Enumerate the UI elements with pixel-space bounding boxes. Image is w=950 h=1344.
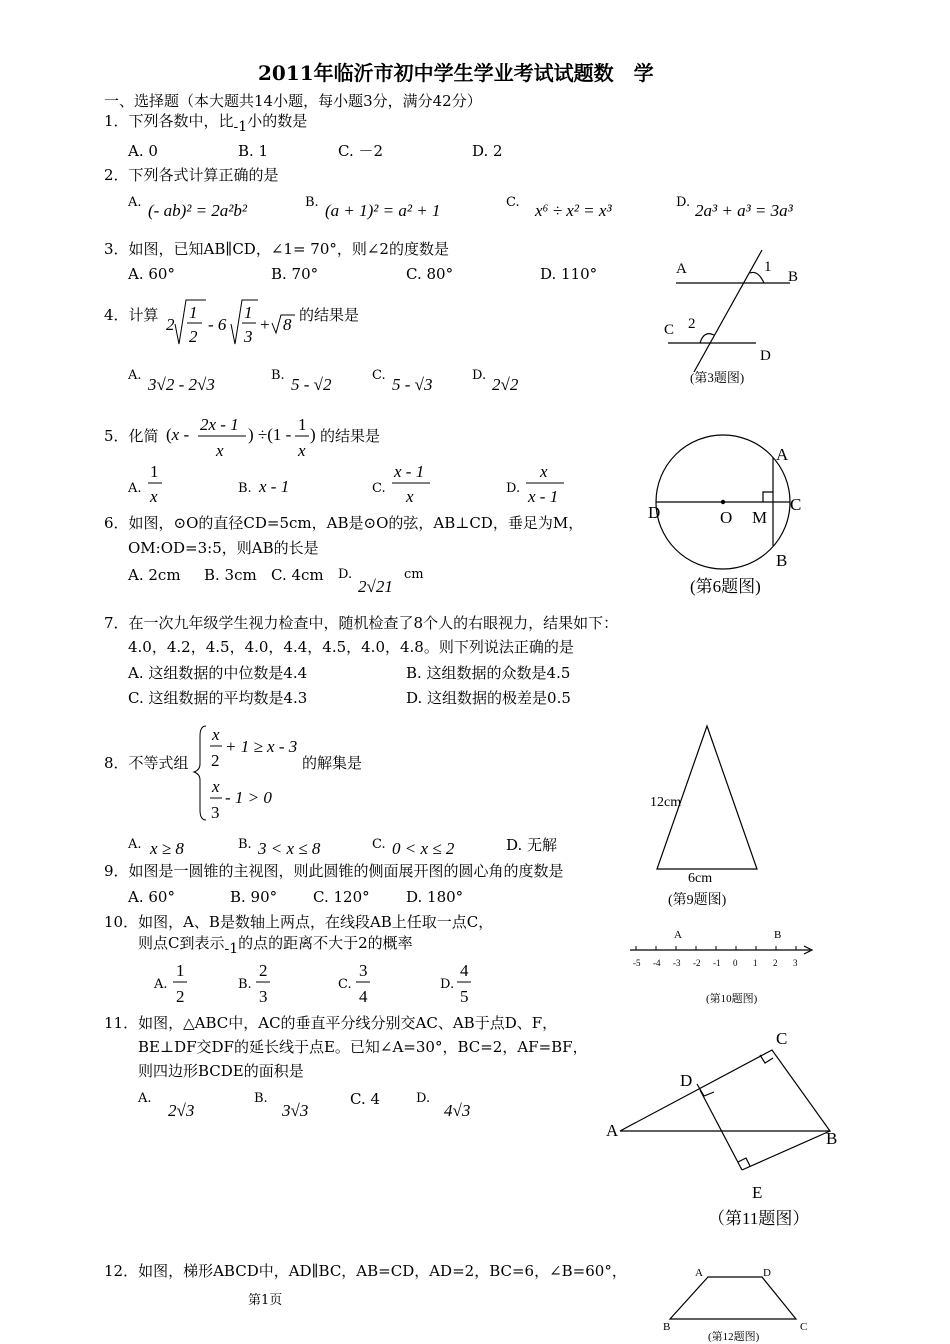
fig12-label-b: B — [663, 1321, 671, 1333]
q5-stem: 5．化简 — [104, 427, 159, 445]
svg-text:4: 4 — [359, 987, 368, 1006]
q1-stem: 1．下列各数中，比-1小的数是 — [104, 112, 308, 135]
q11-option-d: 4√3 — [444, 1101, 471, 1120]
fig3-label-1: 1 — [764, 259, 772, 275]
fig6-label-b: B — [776, 551, 788, 570]
q2-label-a: A. — [128, 195, 142, 210]
q4-label-d: D. — [472, 368, 487, 383]
q1-option-d: D. 2 — [472, 142, 503, 160]
svg-text:+: + — [259, 315, 271, 334]
q11-label-d: D. — [416, 1091, 431, 1106]
fig11-label-a: A — [606, 1121, 619, 1140]
svg-text:x: x — [212, 725, 220, 744]
fig6-label-m: M — [752, 508, 768, 527]
q8-label-c: C. — [372, 837, 386, 852]
svg-text:8: 8 — [283, 315, 292, 334]
q7-option-c: C. 这组数据的平均数是4.3 — [128, 689, 308, 707]
q8-label-a: A. — [128, 837, 142, 852]
fig6-label-c: C — [790, 495, 802, 514]
fig12-trapezoid — [670, 1277, 796, 1319]
page-title: 2011年临沂市初中学生学业考试试题数 学 — [258, 61, 654, 85]
fig10-tick-label: 1 — [753, 958, 758, 968]
svg-text:3: 3 — [211, 803, 220, 822]
q5-label-c: C. — [372, 481, 386, 496]
q6-option-c: C. 4cm — [271, 566, 324, 584]
q4-label-a: A. — [128, 368, 142, 383]
q7-option-a: A. 这组数据的中位数是4.4 — [128, 664, 308, 682]
svg-text:x: x — [298, 441, 306, 460]
fig9-label-base: 6cm — [688, 871, 713, 886]
q4-tail: 的结果是 — [299, 306, 360, 324]
q1-option-a: A. 0 — [128, 142, 158, 160]
svg-text:(x -: (x - — [166, 425, 190, 444]
q9-option-a: A. 60° — [128, 888, 175, 906]
q3-option-d: D. 110° — [540, 265, 598, 283]
q4-label-b: B. — [271, 368, 285, 383]
q10-line1: 10．如图，A、B是数轴上两点，在线段AB上任取一点C， — [104, 913, 494, 931]
q6-line2: OM:OD=3:5，则AB的长是 — [128, 539, 319, 557]
fig3-label-c: C — [664, 322, 675, 338]
fig3-angle2 — [700, 334, 714, 343]
fig6-label-a: A — [776, 445, 789, 464]
q6-option-b: B. 3cm — [204, 566, 257, 584]
fig6-right-angle — [763, 492, 773, 502]
svg-text:4: 4 — [460, 961, 469, 980]
q4-option-b: 5 - √2 — [291, 375, 332, 394]
q8-label-b: B. — [238, 837, 252, 852]
fig10-label-b: B — [774, 929, 782, 941]
svg-text:x - 1: x - 1 — [394, 462, 425, 481]
q5-option-b: x - 1 — [259, 477, 290, 496]
q7-option-d: D. 这组数据的极差是0.5 — [406, 689, 571, 707]
svg-text:2: 2 — [166, 315, 175, 334]
q8-ineq2: - 1 > 0 — [225, 788, 272, 807]
q8-stem: 8．不等式组 — [104, 754, 189, 772]
q11-line3: 则四边形BCDE的面积是 — [138, 1062, 304, 1080]
svg-text:x: x — [150, 487, 158, 506]
svg-text:1: 1 — [150, 462, 159, 481]
fig6-center-dot — [721, 500, 725, 504]
svg-text:x - 1: x - 1 — [528, 487, 559, 506]
q11-option-c: C. 4 — [350, 1090, 381, 1108]
fig3-label-2: 2 — [688, 316, 696, 332]
fig10-tick-label: -3 — [673, 958, 681, 968]
q1-option-c: C. －2 — [338, 142, 384, 160]
fig6-label-d: D — [648, 503, 661, 522]
q8-option-b: 3 < x ≤ 8 — [258, 839, 321, 858]
q8-option-d: D. 无解 — [506, 836, 558, 854]
q4-option-c: 5 - √3 — [392, 375, 433, 394]
q5-label-d: D. — [506, 481, 521, 496]
fig12-label-c: C — [800, 1321, 808, 1333]
q2-label-d: D. — [676, 195, 691, 210]
fig9-caption: (第9题图) — [668, 893, 727, 908]
fig3-label-a: A — [676, 261, 687, 277]
fig3-transversal — [694, 250, 762, 372]
fig10-tick-label: 3 — [793, 958, 798, 968]
q11-line2: BE⊥DF交DF的延长线于点E。已知∠A=30°，BC=2，AF=BF， — [138, 1038, 588, 1056]
fig10-caption: (第10题图) — [706, 993, 758, 1005]
q1-option-b: B. 1 — [238, 142, 269, 160]
q6-option-d: 2√21 — [358, 577, 393, 596]
q2-label-c: C. — [506, 195, 520, 210]
svg-text:2x - 1: 2x - 1 — [200, 415, 239, 434]
q4-label-c: C. — [372, 368, 386, 383]
q2-option-d: 2a³ + a³ = 3a³ — [695, 201, 793, 220]
q2-label-b: B. — [305, 195, 319, 210]
fig10-label-a: A — [674, 929, 682, 941]
fig11-line-be — [742, 1131, 830, 1170]
svg-text:x: x — [540, 462, 548, 481]
fig12-label-a: A — [695, 1267, 703, 1279]
fig11-label-e: E — [752, 1183, 763, 1202]
q10-label-b: B. — [238, 977, 252, 992]
q5-tail: 的结果是 — [320, 427, 381, 445]
svg-text:x: x — [216, 441, 224, 460]
fig11-label-b: B — [826, 1129, 838, 1148]
q9-option-b: B. 90° — [230, 888, 278, 906]
q10-label-c: C. — [338, 977, 352, 992]
svg-text:x: x — [406, 487, 414, 506]
fig3-label-d: D — [760, 348, 771, 364]
fig6-caption: (第6题图) — [690, 577, 761, 596]
q11-line1: 11．如图，△ABC中，AC的垂直平分线分别交AC、AB于点D、F， — [104, 1014, 558, 1032]
svg-text:x: x — [212, 777, 220, 796]
fig9-label-side: 12cm — [650, 795, 682, 810]
fig12-label-d: D — [763, 1267, 771, 1279]
q11-option-b: 3√3 — [282, 1101, 309, 1120]
q4-stem: 4．计算 — [104, 306, 159, 324]
fig10-tick-label: -2 — [693, 958, 701, 968]
fig11-caption: （第11题图） — [708, 1209, 810, 1228]
q4-option-d: 2√2 — [492, 375, 519, 394]
q2-option-a: (- ab)² = 2a²b² — [148, 201, 247, 220]
svg-text:) ÷(1 -: ) ÷(1 - — [248, 425, 292, 444]
q12-stem: 12．如图，梯形ABCD中，AD∥BC，AB=CD，AD=2，BC=6，∠B=60°， — [104, 1262, 627, 1280]
q6-line1: 6．如图，⊙O的直径CD=5cm，AB是⊙O的弦，AB⊥CD，垂足为M， — [104, 514, 584, 532]
q2-option-b: (a + 1)² = a² + 1 — [325, 201, 441, 220]
q6-unit: cm — [404, 567, 424, 582]
fig3-caption: (第3题图) — [690, 370, 745, 385]
q10-label-a: A. — [154, 977, 168, 992]
q9-stem: 9．如图是一圆锥的主视图，则此圆锥的侧面展开图的圆心角的度数是 — [104, 862, 564, 880]
svg-text:3: 3 — [359, 961, 368, 980]
q10-label-d: D. — [440, 977, 455, 992]
fig11-right-angle-c — [760, 1055, 773, 1063]
q11-label-b: B. — [254, 1091, 268, 1106]
svg-text:2: 2 — [259, 961, 268, 980]
fig3-angle1 — [750, 272, 764, 283]
q4-option-a: 3√2 - 2√3 — [148, 375, 215, 394]
fig12-caption: (第12题图) — [708, 1331, 760, 1343]
q8-tail: 的解集是 — [302, 754, 363, 772]
svg-text:3: 3 — [244, 327, 253, 346]
fig10-tick-label: -4 — [653, 958, 661, 968]
svg-text:1: 1 — [244, 303, 253, 322]
svg-text:5: 5 — [460, 987, 469, 1006]
q7-line2: 4.0，4.2，4.5，4.0，4.4，4.5，4.0，4.8。则下列说法正确的是 — [128, 638, 574, 656]
q6-label-d: D. — [338, 567, 353, 582]
fig6-label-o: O — [720, 508, 733, 527]
q2-option-c: x⁶ ÷ x² = x³ — [535, 201, 612, 220]
q5-label-a: A. — [128, 481, 142, 496]
fig10-tick-labels — [633, 958, 798, 968]
q7-option-b: B. 这组数据的众数是4.5 — [406, 664, 571, 682]
svg-text:1: 1 — [176, 961, 185, 980]
q2-stem: 2．下列各式计算正确的是 — [104, 166, 279, 184]
svg-text:2: 2 — [211, 751, 220, 770]
q8-option-c: 0 < x ≤ 2 — [392, 839, 455, 858]
fig11-line-de — [700, 1090, 742, 1170]
svg-text:- 6: - 6 — [208, 315, 227, 334]
q3-stem: 3．如图，已知AB∥CD，∠1= 70°，则∠2的度数是 — [104, 240, 449, 258]
q10-line2: 则点C到表示-1的点的距离不大于2的概率 — [138, 934, 413, 957]
q8-option-a: x ≥ 8 — [150, 839, 184, 858]
svg-text:1: 1 — [298, 415, 307, 434]
svg-text:): ) — [310, 425, 316, 444]
q9-option-d: D. 180° — [406, 888, 464, 906]
section-heading: 一、选择题（本大题共14小题，每小题3分，满分42分） — [104, 92, 482, 110]
fig10-tick-label: -5 — [633, 958, 641, 968]
q8-ineq1: + 1 ≥ x - 3 — [225, 737, 298, 756]
svg-text:2: 2 — [189, 327, 198, 346]
fig10-tick-label: 2 — [773, 958, 778, 968]
fig10-tick-label: -1 — [713, 958, 721, 968]
fig11-label-d: D — [680, 1071, 693, 1090]
fig3-label-b: B — [788, 269, 799, 285]
q5-label-b: B. — [238, 481, 252, 496]
q11-option-a: 2√3 — [168, 1101, 195, 1120]
svg-text:2: 2 — [176, 987, 185, 1006]
page-footer: 第1页 — [248, 1293, 283, 1308]
svg-text:1: 1 — [189, 303, 198, 322]
fig11-triangle-abc — [620, 1050, 830, 1131]
q3-option-a: A. 60° — [128, 265, 175, 283]
q7-line1: 7．在一次九年级学生视力检查中，随机检查了8个人的右眼视力，结果如下： — [104, 614, 619, 632]
q3-option-b: B. 70° — [271, 265, 319, 283]
svg-text:3: 3 — [259, 987, 268, 1006]
q9-option-c: C. 120° — [313, 888, 370, 906]
q6-option-a: A. 2cm — [128, 566, 181, 584]
fig10-tick-label: 0 — [733, 958, 738, 968]
q11-label-a: A. — [138, 1091, 152, 1106]
fig11-label-c: C — [776, 1029, 788, 1048]
q3-option-c: C. 80° — [406, 265, 454, 283]
